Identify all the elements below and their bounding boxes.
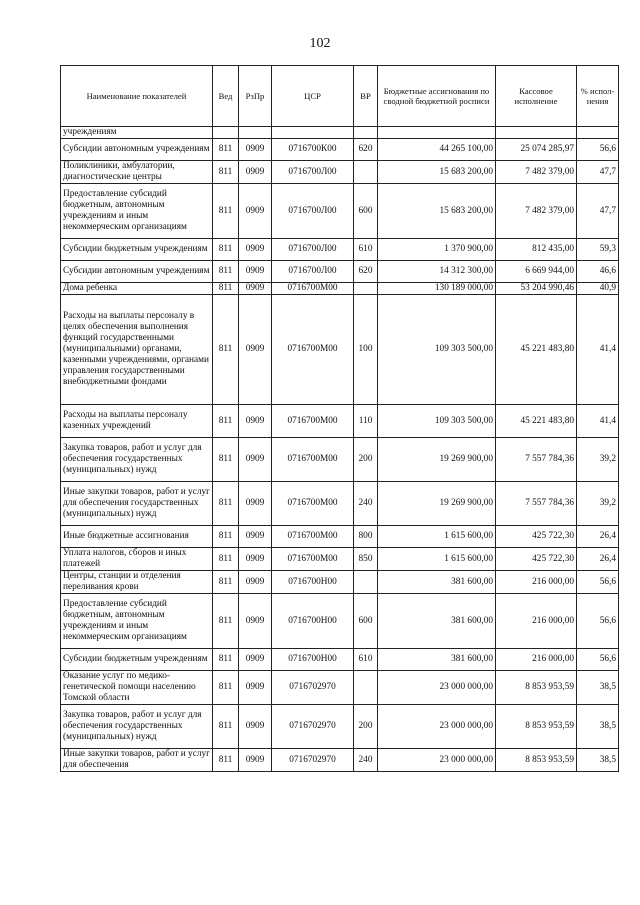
table-row [61, 295, 619, 405]
cell-rzpr: 0909 [239, 184, 272, 239]
cell-csr: 0716702970 [272, 705, 354, 749]
cell-budget: 109 303 500,00 [378, 295, 496, 405]
cell-vr [354, 671, 378, 705]
cell-ved: 811 [213, 405, 239, 438]
cell-vr: 200 [354, 705, 378, 749]
cell-budget: 23 000 000,00 [378, 705, 496, 749]
table-body [61, 127, 619, 772]
cell-name: Уплата налогов, сборов и иных платежей [61, 548, 213, 571]
cell-rzpr: 0909 [239, 295, 272, 405]
header-budget: Бюджетные ассигнования по сводной бюджетной росписи [378, 66, 496, 127]
cell-cash: 8 853 953,59 [496, 749, 577, 772]
cell-pct: 47,7 [577, 184, 619, 239]
header-vr: ВР [354, 66, 378, 127]
cell-cash: 812 435,00 [496, 239, 577, 261]
cell-ved: 811 [213, 594, 239, 649]
cell-cash: 216 000,00 [496, 594, 577, 649]
cell-budget: 381 600,00 [378, 571, 496, 594]
cell-vr [354, 161, 378, 184]
cell-csr: 0716700М00 [272, 283, 354, 295]
cell-rzpr: 0909 [239, 649, 272, 671]
cell-budget: 23 000 000,00 [378, 749, 496, 772]
cell-ved: 811 [213, 295, 239, 405]
cell-budget: 15 683 200,00 [378, 184, 496, 239]
cell-vr: 600 [354, 184, 378, 239]
table-row [61, 571, 619, 594]
cell-pct: 38,5 [577, 705, 619, 749]
cell-budget: 44 265 100,00 [378, 139, 496, 161]
cell-budget: 1 370 900,00 [378, 239, 496, 261]
cell-budget: 381 600,00 [378, 594, 496, 649]
cell-vr: 110 [354, 405, 378, 438]
cell-cash: 53 204 990,46 [496, 283, 577, 295]
cell-name: Центры, станции и отделения переливания крови [61, 571, 213, 594]
cell-csr: 0716700М00 [272, 405, 354, 438]
cell-name: Предоставление субсидий бюджетным, автономным учреждениям и иным некоммерческим организациям [61, 184, 213, 239]
cell-budget: 381 600,00 [378, 649, 496, 671]
table-row [61, 649, 619, 671]
cell-vr: 600 [354, 594, 378, 649]
cell-ved: 811 [213, 671, 239, 705]
cell-ved: 811 [213, 139, 239, 161]
cell-pct: 38,5 [577, 749, 619, 772]
page-number: 102 [309, 36, 331, 51]
cell-name: Предоставление субсидий бюджетным, автономным учреждениям и иным некоммерческим организациям [61, 594, 213, 649]
cell-vr: 800 [354, 526, 378, 548]
cell-ved: 811 [213, 184, 239, 239]
cell-cash: 8 853 953,59 [496, 705, 577, 749]
cell-name: Иные закупки товаров, работ и услуг для обеспечения государственных (муниципальных) нужд [61, 482, 213, 526]
cell-csr: 0716700Л00 [272, 184, 354, 239]
cell-vr: 850 [354, 548, 378, 571]
cell-cash: 216 000,00 [496, 571, 577, 594]
cell-csr: 0716700М00 [272, 438, 354, 482]
cell-vr: 240 [354, 482, 378, 526]
cell-csr [272, 127, 354, 139]
cell-cash: 7 557 784,36 [496, 482, 577, 526]
cell-ved [213, 127, 239, 139]
cell-csr: 0716700М00 [272, 526, 354, 548]
table-row [61, 184, 619, 239]
header-cash: Кассовое исполнение [496, 66, 577, 127]
cell-ved: 811 [213, 548, 239, 571]
cell-name: Субсидии автономным учреждениям [61, 261, 213, 283]
table-row [61, 127, 619, 139]
cell-csr: 0716702970 [272, 671, 354, 705]
cell-ved: 811 [213, 705, 239, 749]
table-row [61, 239, 619, 261]
table-row [61, 526, 619, 548]
cell-pct: 26,4 [577, 526, 619, 548]
cell-pct: 56,6 [577, 594, 619, 649]
cell-pct: 38,5 [577, 671, 619, 705]
cell-name: Иные бюджетные ассигнования [61, 526, 213, 548]
cell-csr: 0716700М00 [272, 482, 354, 526]
table-row [61, 749, 619, 772]
cell-pct: 39,2 [577, 438, 619, 482]
cell-csr: 0716700Л00 [272, 239, 354, 261]
cell-ved: 811 [213, 526, 239, 548]
cell-ved: 811 [213, 239, 239, 261]
table-row [61, 438, 619, 482]
cell-pct: 59,3 [577, 239, 619, 261]
cell-vr: 610 [354, 239, 378, 261]
cell-csr: 0716700Н00 [272, 594, 354, 649]
table-row [61, 594, 619, 649]
cell-budget: 19 269 900,00 [378, 482, 496, 526]
cell-budget: 130 189 000,00 [378, 283, 496, 295]
cell-rzpr: 0909 [239, 705, 272, 749]
cell-cash: 425 722,30 [496, 526, 577, 548]
cell-vr: 100 [354, 295, 378, 405]
cell-rzpr: 0909 [239, 548, 272, 571]
header-name: Наименование показателей [61, 66, 213, 127]
cell-cash: 7 482 379,00 [496, 161, 577, 184]
cell-ved: 811 [213, 261, 239, 283]
cell-rzpr: 0909 [239, 283, 272, 295]
cell-pct: 41,4 [577, 295, 619, 405]
cell-cash: 6 669 944,00 [496, 261, 577, 283]
cell-cash [496, 127, 577, 139]
cell-csr: 0716700К00 [272, 139, 354, 161]
cell-pct: 41,4 [577, 405, 619, 438]
cell-name: Иные закупки товаров, работ и услуг для обеспечения [61, 749, 213, 772]
header-csr: ЦСР [272, 66, 354, 127]
cell-ved: 811 [213, 649, 239, 671]
table-row [61, 671, 619, 705]
table-row [61, 261, 619, 283]
table-row [61, 548, 619, 571]
cell-cash: 8 853 953,59 [496, 671, 577, 705]
cell-rzpr [239, 127, 272, 139]
cell-cash: 216 000,00 [496, 649, 577, 671]
cell-vr: 610 [354, 649, 378, 671]
cell-csr: 0716702970 [272, 749, 354, 772]
table-row [61, 705, 619, 749]
cell-rzpr: 0909 [239, 671, 272, 705]
cell-budget [378, 127, 496, 139]
cell-budget: 23 000 000,00 [378, 671, 496, 705]
cell-pct: 56,6 [577, 649, 619, 671]
cell-cash: 45 221 483,80 [496, 295, 577, 405]
cell-vr: 240 [354, 749, 378, 772]
cell-cash: 45 221 483,80 [496, 405, 577, 438]
cell-name: Закупка товаров, работ и услуг для обеспечения государственных (муниципальных) нужд [61, 438, 213, 482]
cell-budget: 109 303 500,00 [378, 405, 496, 438]
cell-vr: 620 [354, 139, 378, 161]
cell-pct: 40,9 [577, 283, 619, 295]
cell-name: Расходы на выплаты персоналу казенных учреждений [61, 405, 213, 438]
cell-rzpr: 0909 [239, 526, 272, 548]
cell-csr: 0716700Л00 [272, 161, 354, 184]
cell-pct: 47,7 [577, 161, 619, 184]
cell-rzpr: 0909 [239, 438, 272, 482]
cell-csr: 0716700Н00 [272, 571, 354, 594]
cell-ved: 811 [213, 283, 239, 295]
cell-budget: 1 615 600,00 [378, 526, 496, 548]
cell-rzpr: 0909 [239, 239, 272, 261]
cell-cash: 7 557 784,36 [496, 438, 577, 482]
cell-csr: 0716700Н00 [272, 649, 354, 671]
cell-pct [577, 127, 619, 139]
cell-pct: 56,6 [577, 139, 619, 161]
table-row [61, 161, 619, 184]
cell-name: Оказание услуг по медико-генетической помощи населению Томской области [61, 671, 213, 705]
cell-rzpr: 0909 [239, 161, 272, 184]
header-rzpr: РзПр [239, 66, 272, 127]
cell-budget: 15 683 200,00 [378, 161, 496, 184]
cell-name: Субсидии автономным учреждениям [61, 139, 213, 161]
table-row [61, 405, 619, 438]
cell-rzpr: 0909 [239, 482, 272, 526]
cell-vr: 620 [354, 261, 378, 283]
cell-ved: 811 [213, 482, 239, 526]
table-row [61, 283, 619, 295]
cell-budget: 19 269 900,00 [378, 438, 496, 482]
cell-budget: 14 312 300,00 [378, 261, 496, 283]
cell-rzpr: 0909 [239, 139, 272, 161]
cell-csr: 0716700М00 [272, 295, 354, 405]
cell-name: Расходы на выплаты персоналу в целях обеспечения выполнения функций государственными (муниципальными) органами, казенными учреждениями, органами управления государственными внебюджетными фондами [61, 295, 213, 405]
cell-vr [354, 283, 378, 295]
cell-vr [354, 127, 378, 139]
cell-rzpr: 0909 [239, 749, 272, 772]
cell-name: Субсидии бюджетным учреждениям [61, 239, 213, 261]
budget-execution-table [60, 65, 619, 772]
cell-cash: 7 482 379,00 [496, 184, 577, 239]
cell-csr: 0716700Л00 [272, 261, 354, 283]
cell-vr: 200 [354, 438, 378, 482]
cell-rzpr: 0909 [239, 571, 272, 594]
cell-pct: 46,6 [577, 261, 619, 283]
cell-name: учреждениям [61, 127, 213, 139]
cell-vr [354, 571, 378, 594]
cell-pct: 39,2 [577, 482, 619, 526]
cell-cash: 25 074 285,97 [496, 139, 577, 161]
table-row [61, 482, 619, 526]
cell-ved: 811 [213, 438, 239, 482]
cell-name: Поликлиники, амбулатории, диагностические центры [61, 161, 213, 184]
cell-ved: 811 [213, 571, 239, 594]
cell-csr: 0716700М00 [272, 548, 354, 571]
header-ved: Вед [213, 66, 239, 127]
table-header-row [61, 66, 619, 127]
cell-rzpr: 0909 [239, 261, 272, 283]
cell-ved: 811 [213, 161, 239, 184]
table-row [61, 139, 619, 161]
cell-pct: 56,6 [577, 571, 619, 594]
cell-name: Дома ребенка [61, 283, 213, 295]
header-pct: % испол-нения [577, 66, 619, 127]
cell-pct: 26,4 [577, 548, 619, 571]
cell-name: Закупка товаров, работ и услуг для обеспечения государственных (муниципальных) нужд [61, 705, 213, 749]
cell-budget: 1 615 600,00 [378, 548, 496, 571]
cell-name: Субсидии бюджетным учреждениям [61, 649, 213, 671]
cell-rzpr: 0909 [239, 405, 272, 438]
cell-rzpr: 0909 [239, 594, 272, 649]
cell-ved: 811 [213, 749, 239, 772]
cell-cash: 425 722,30 [496, 548, 577, 571]
